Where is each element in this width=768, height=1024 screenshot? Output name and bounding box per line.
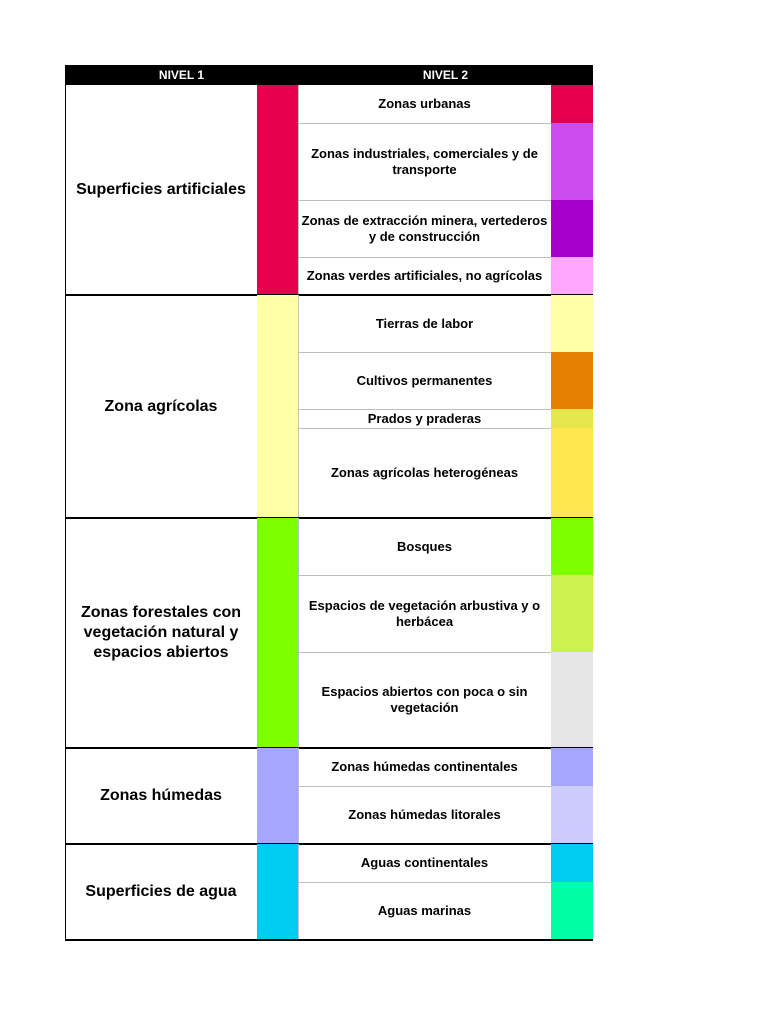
nivel2-row [298,786,593,844]
nivel1-group [65,295,593,518]
nivel2-row [298,652,593,748]
nivel2-color-swatch [551,85,593,123]
nivel2-row [298,85,593,123]
nivel2-label: Zonas de extracción minera, vertederos y de construcción [301,212,548,244]
nivel2-label: Zonas urbanas [378,96,471,111]
nivel2-label: Prados y praderas [367,410,482,426]
nivel2-color-swatch [551,748,593,786]
nivel2-label: Zonas húmedas continentales [331,759,518,774]
row-separator [298,882,551,883]
nivel1-label: Zonas húmedas [100,787,222,804]
nivel2-row [298,428,593,518]
nivel2-row [298,575,593,652]
group-bottom-border [65,939,593,941]
nivel2-row [298,352,593,409]
row-separator [298,352,551,353]
nivel2-color-swatch [551,409,593,428]
row-separator [298,200,551,201]
nivel1-group [65,518,593,748]
nivel2-color-swatch [551,257,593,295]
nivel2-color-swatch [551,123,593,200]
nivel1-color-swatch [257,85,298,295]
nivel2-label: Bosques [397,538,452,554]
nivel2-row [298,200,593,257]
nivel2-row [298,295,593,352]
nivel1-label: Zona agrícolas [104,397,218,415]
nivel2-color-swatch [551,575,593,652]
row-separator [298,257,551,258]
nivel2-row [298,844,593,882]
nivel1-label: Superficies de agua [85,883,237,900]
nivel2-color-swatch [551,844,593,882]
nivel2-label: Aguas marinas [377,903,472,918]
nivel2-color-swatch [551,295,593,352]
nivel2-label: Aguas continentales [360,855,489,870]
nivel2-label: Zonas industriales, comerciales y de transporte [311,145,538,177]
row-separator [298,652,551,653]
nivel2-label: Zonas agrícolas heterogéneas [330,465,519,480]
nivel2-row [298,748,593,786]
nivel2-label: Cultivos permanentes [356,372,493,388]
row-separator [298,123,551,124]
nivel2-label: Zonas húmedas litorales [348,807,501,822]
nivel2-label: Espacios abiertos con poca o sin vegetación [321,684,528,715]
nivel2-color-swatch [551,518,593,575]
nivel1-group [65,748,593,844]
nivel2-row [298,518,593,575]
header-nivel-2: NIVEL 2 [422,68,469,82]
nivel2-row [298,257,593,295]
table-header [65,65,593,85]
nivel2-color-swatch [551,882,593,940]
nivel2-label: Espacios de vegetación arbustiva y o herbácea [308,597,541,629]
row-separator [298,786,551,787]
row-separator [298,409,551,410]
nivel2-color-swatch [551,352,593,409]
nivel2-row [298,409,593,428]
nivel1-label: Zonas forestales con vegetación natural y espacios abiertos [80,604,242,661]
row-separator [298,428,551,429]
nivel1-color-swatch [257,748,298,844]
nivel1-group [65,85,593,295]
row-separator [298,575,551,576]
nivel1-color-swatch [257,295,298,518]
header-nivel-1: NIVEL 1 [158,68,205,82]
nivel1-group [65,844,593,940]
nivel2-color-swatch [551,200,593,257]
nivel2-label: Zonas verdes artificiales, no agrícolas [306,268,543,283]
nivel2-label: Tierras de labor [375,315,474,331]
nivel2-row [298,882,593,940]
nivel1-color-swatch [257,518,298,748]
nivel2-color-swatch [551,428,593,518]
nivel2-color-swatch [551,652,593,748]
nivel1-label: Superficies artificiales [76,181,246,198]
nivel2-color-swatch [551,786,593,844]
nivel1-color-swatch [257,844,298,940]
nivel2-row [298,123,593,200]
